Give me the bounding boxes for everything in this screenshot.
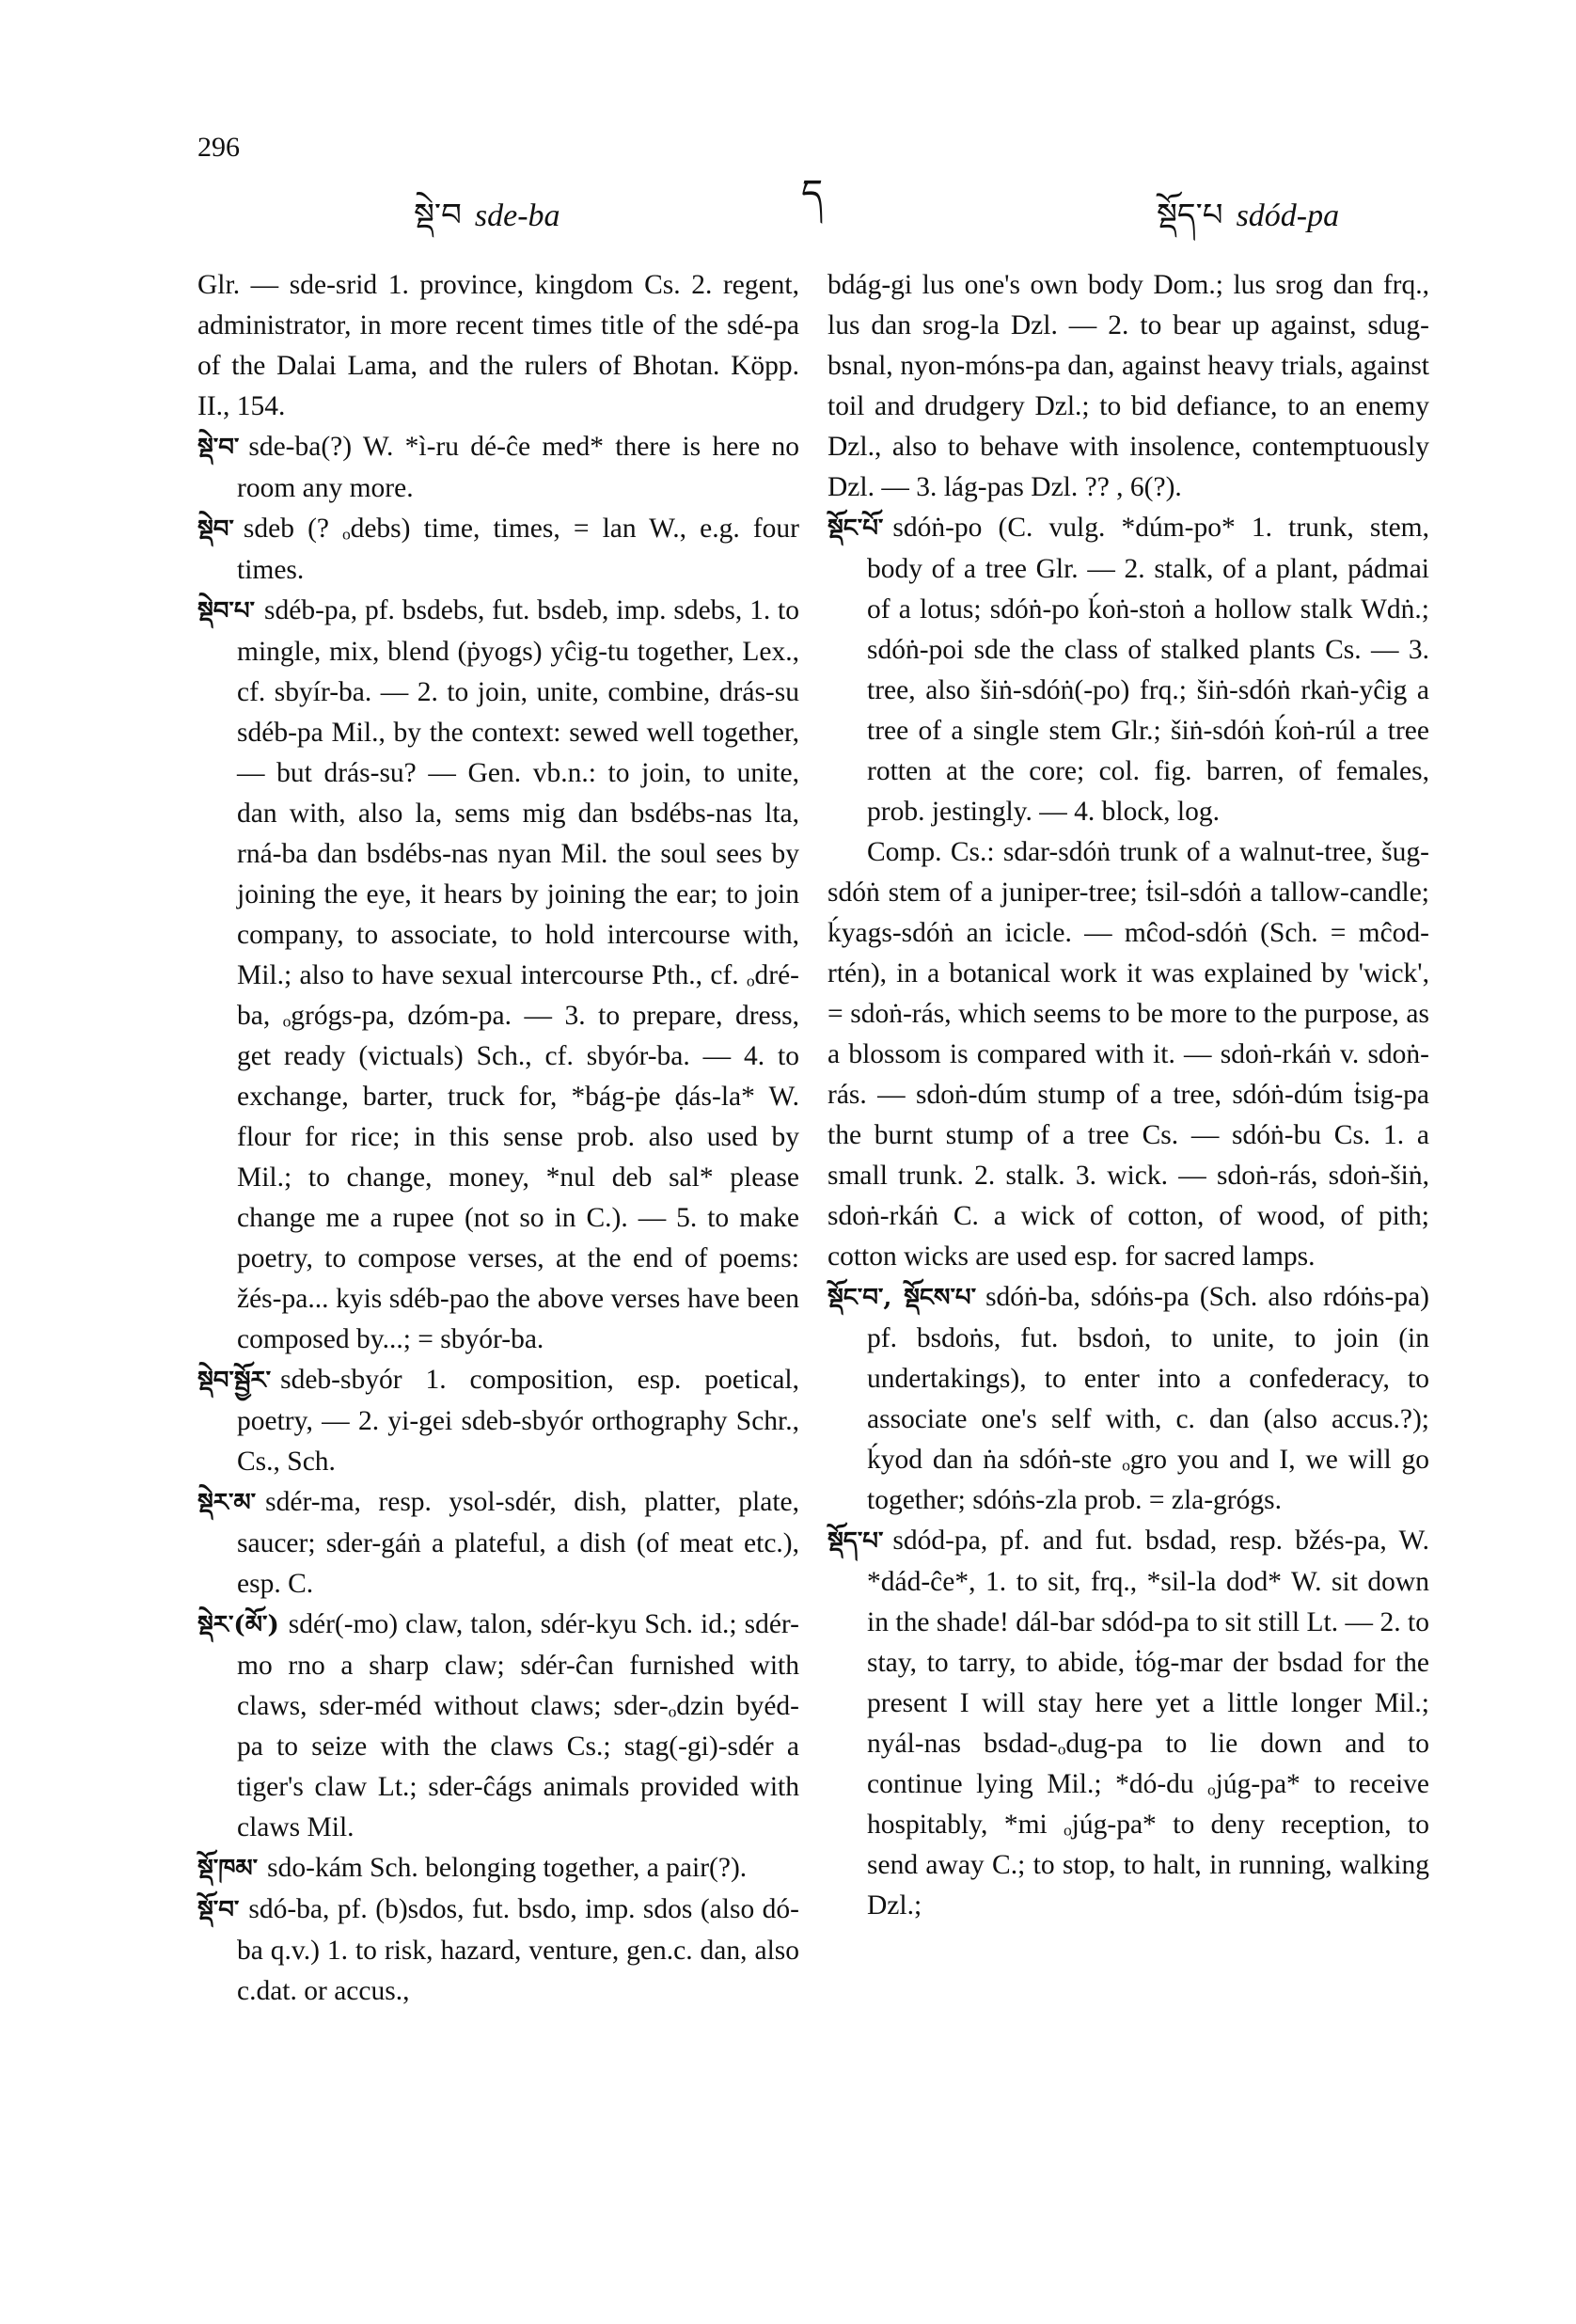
dictionary-entry [197,1889,799,2012]
entry-text: sdó-ba, pf. (b)sdos, fut. bsdo, imp. sdos (also dó-ba q.v.) 1. to risk, hazard, venture, gen.c. dan, also c.dat. or accus., [237,1894,799,2006]
right-running-head-tibetan: སྡོད་པ [1157,197,1223,234]
entry-text: sdóṅ-ba, sdóṅs-pa (Sch. also rdóṅs-pa) pf. bsdoṅs, fut. bsdoṅ, to unite, to join (in undertakings), to enter into a confederacy, to associate one's self with, c. dan (also accus.?); ḱyod dan ṅa sdóṅ-ste ₒgro you and I, we will go together; sdóṅs-zla prob. = zla-grógs. [867,1282,1429,1515]
entry-tibetan-headword: སྡོ་ཁམ་ [197,1855,259,1883]
dictionary-entry [197,1605,799,1848]
entry-text: sdéb-pa, pf. bsdebs, fut. bsdeb, imp. sdebs, 1. to mingle, mix, blend (ṗyogs) yĉig-tu together, Lex., cf. sbyír-ba. — 2. to join, unite, combine, drás-su sdéb-pa Mil., by the context: sewed well together, — but drás-su? — Gen. vb.n.: to join, to unite, dan with, also la, sems mig dan bsdébs-nas lta, rná-ba dan bsdébs-nas nyan Mil. the soul sees by joining the eye, it hears by joining the ear; to join company, to associate, to hold intercourse with, Mil.; also to have sexual intercourse Pth., cf. ₒdré-ba, ₒgrógs-pa, dzóm-pa. — 3. to prepare, dress, get ready (victuals) Sch., cf. sbyór-ba. — 4. to exchange, barter, truck for, *bág-ṗe ḍás-la* W. flour for rice; in this sense prob. also used by Mil.; to change, money, *nul deb sal* please change me a rupee (not so in C.). — 5. to make poetry, to compose verses, at the end of poems: žés-pa... kyis sdéb-pao the above verses have been composed by...; = sbyór-ba. [237,595,799,1354]
right-running-head-word: sdód-pa [1236,198,1340,233]
left-running-head-tibetan: སྡེ་བ [414,197,462,234]
dictionary-entry [197,265,799,427]
dictionary-entry [827,1277,1429,1521]
dictionary-entry [197,427,799,509]
left-running-head [414,179,560,269]
entry-text: sdér-ma, resp. ysol-sdér, dish, platter, plate, saucer; sder-gáṅ a plateful, a dish (of meat etc.), esp. C. [237,1487,799,1599]
dictionary-entry [197,509,799,591]
entry-tibetan-headword: སྡེར་མ་ [197,1489,257,1517]
entry-text: sdóṅ-po (C. vulg. *dúm-po* 1. trunk, stem, body of a tree Glr. — 2. stalk, of a plant, pádmai of a lotus; sdóṅ-po ḱoṅ-stoṅ a hollow stalk Wdṅ.; sdóṅ-poi sde the class of stalked plants Cs. — 3. tree, also šiṅ-sdóṅ(-po) frq.; šiṅ-sdóṅ rkaṅ-yĉig a tree of a single stem Glr.; šiṅ-sdóṅ ḱoṅ-rúl a tree rotten at the core; col. fig. barren, of females, prob. jestingly. — 4. block, log. [867,513,1429,827]
entry-tibetan-headword: སྡེར་(མོ་) [197,1611,279,1639]
dictionary-entry [197,1482,799,1605]
entry-text: bdág-gi lus one's own body Dom.; lus srog dan frq., lus dan srog-la Dzl. — 2. to bear up against, sdug-bsnal, nyon-móns-pa dan, against heavy trials, against toil and drudgery Dzl.; to bid defiance, to an enemy Dzl., also to behave with insolence, contemptuously Dzl. — 3. lág-pas Dzl. ?? , 6(?). [827,270,1429,502]
entry-text: sdér(-mo) claw, talon, sdér-kyu Sch. id.; sdér-mo rno a sharp claw; sdér-ĉan furnished with claws, sder-méd without claws; sder-ₒdzin byéd-pa to seize with the claws Cs.; stag(-gi)-sdér a tiger's claw Lt.; sder-ĉágs animals provided with claws Mil. [237,1609,799,1842]
entry-text: Glr. — sde-srid 1. province, kingdom Cs. 2. regent, administrator, in more recent times title of the sdé-pa of the Dalai Lama, and the rulers of Bhotan. Köpp. II., 154. [197,270,799,421]
entry-tibetan-headword: སྡེབ་སྦྱོར་ [197,1367,272,1395]
page-number: 296 [197,132,240,163]
entry-text: sdo-kám Sch. belonging together, a pair(?). [267,1853,748,1883]
dictionary-entry [827,1521,1429,1926]
entry-tibetan-headword: སྡེབ་ [197,515,234,544]
dictionary-entry [827,832,1429,1277]
entry-tibetan-headword: སྡོད་པ་ [827,1527,884,1556]
entry-text: Comp. Cs.: sdar-sdóṅ trunk of a walnut-tree, šug-sdóṅ stem of a juniper-tree; ṫsil-sdóṅ a tallow-candle; ḱyags-sdóṅ an icicle. — mĉod-sdóṅ (Sch. = mĉod-rtén), in a botanical work it was explained by 'wick', = sdoṅ-rás, which seems to be more to the purpose, as a blossom is compared with it. — sdoṅ-rkáṅ v. sdoṅ-rás. — sdoṅ-dúm stump of a tree, sdóṅ-dúm ṫsig-pa the burnt stump of a tree Cs. — sdóṅ-bu Cs. 1. a small trunk. 2. stalk. 3. wick. — sdoṅ-rás, sdoṅ-šiṅ, sdoṅ-rkáṅ C. a wick of cotton, of wood, of pith; cotton wicks are used esp. for sacred lamps. [827,837,1429,1272]
dictionary-entry [197,591,799,1360]
dictionary-entry [197,1360,799,1482]
entry-text: sde-ba(?) W. *ì-ru dé-ĉe med* there is here no room any more. [237,432,799,503]
page-header [0,132,1576,235]
entry-text: sdeb-sbyór 1. composition, esp. poetical, poetry, — 2. yi-gei sdeb-sbyór orthography Schr., Cs., Sch. [237,1365,799,1477]
left-column [197,265,799,2012]
right-column [827,265,1429,1926]
dictionary-entry [827,265,1429,508]
entry-text: sdód-pa, pf. and fut. bsdad, resp. bžés-pa, W. *dád-ĉe*, 1. to sit, frq., *sil-la dod* W. sit down in the shade! dál-bar sdód-pa to sit still Lt. — 2. to stay, to tarry, to abide, ṫóg-mar der bsdad for the present I will stay here yet a little longer Mil.; nyál-nas bsdad-ₒdug-pa to lie down and to continue lying Mil.; *dó-du ₒjúg-pa* to receive hospitably, *mi ₒjúg-pa* to deny reception, to send away C.; to stop, to halt, in running, walking Dzl.; [867,1526,1429,1921]
dictionary-entry [197,1848,799,1889]
section-letter: ད [801,172,824,215]
entry-text: sdeb (? ₒdebs) time, times, = lan W., e.g. four times. [237,514,799,585]
entry-tibetan-headword: སྡེབ་པ་ [197,597,256,625]
dictionary-entry [827,508,1429,832]
entry-tibetan-headword: སྡེ་བ་ [197,434,240,462]
entry-tibetan-headword: སྡོ་བ་ [197,1896,240,1924]
left-running-head-word: sde-ba [474,198,560,233]
entry-tibetan-headword: སྡོང་བ་, སྡོངས་པ་ [827,1284,977,1312]
right-running-head [1157,179,1339,269]
entry-tibetan-headword: སྡོང་པོ་ [827,514,884,543]
